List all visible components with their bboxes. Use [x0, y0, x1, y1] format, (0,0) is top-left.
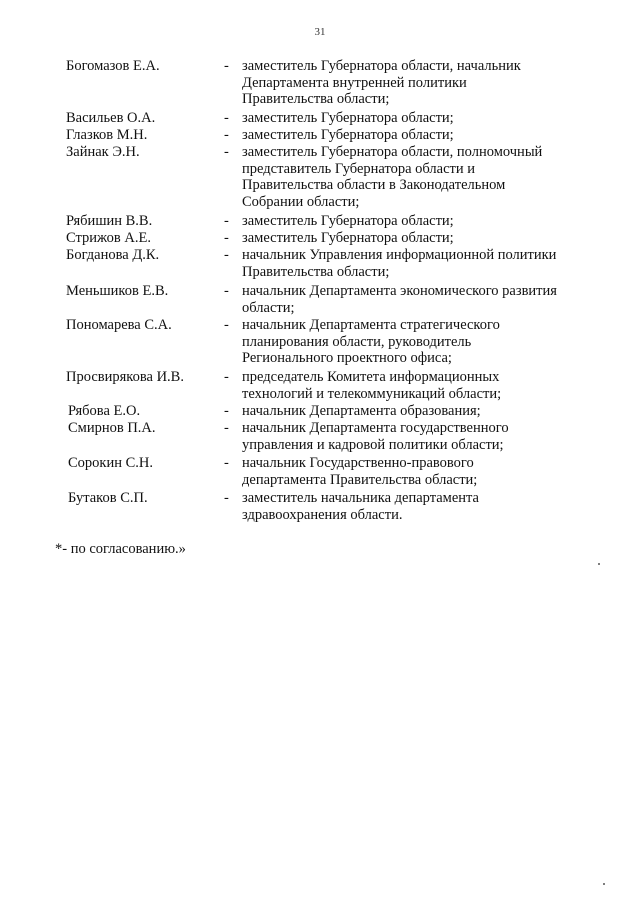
member-dash: - — [224, 490, 229, 506]
member-role — [242, 490, 582, 523]
member-role-line: здравоохранения области. — [242, 506, 403, 523]
member-role — [242, 403, 582, 420]
member-role-line: Правительства области в Законодательном — [242, 177, 506, 193]
member-name: Рябова Е.О. — [68, 403, 141, 419]
member-dash: - — [224, 420, 229, 436]
member-dash: - — [224, 247, 229, 263]
member-role-line: председатель Комитета информационных — [242, 369, 500, 385]
member-role-line: Собрании области; — [242, 193, 360, 210]
member-role-line: заместитель Губернатора области, начальник — [242, 58, 521, 74]
member-dash: - — [224, 369, 229, 385]
member-role-line: начальник Департамента стратегического — [242, 317, 500, 333]
member-dash: - — [224, 317, 229, 333]
member-role-line: заместитель Губернатора области; — [242, 127, 454, 143]
member-name: Стрижов А.Е. — [66, 230, 151, 246]
member-role-line: департамента Правительства области; — [242, 471, 478, 488]
member-role — [242, 420, 582, 453]
member-dash: - — [224, 127, 229, 143]
member-role — [242, 369, 582, 402]
member-role-line: области; — [242, 299, 295, 316]
member-name: Васильев О.А. — [66, 110, 156, 126]
member-dash: - — [224, 455, 229, 471]
member-role-line: начальник Департамента государственного — [242, 420, 509, 436]
member-name: Богомазов Е.А. — [66, 58, 160, 74]
member-role-line: заместитель Губернатора области; — [242, 230, 454, 246]
member-role-line: начальник Департамента экономического развития — [242, 283, 557, 299]
member-role — [242, 144, 582, 210]
member-dash: - — [224, 144, 229, 160]
scan-speck — [603, 883, 605, 885]
member-name: Пономарева С.А. — [66, 317, 172, 333]
member-role-line: управления и кадровой политики области; — [242, 436, 504, 453]
member-dash: - — [224, 283, 229, 299]
member-role-line: заместитель Губернатора области; — [242, 213, 454, 229]
member-role-line: Регионального проектного офиса; — [242, 350, 452, 366]
member-role — [242, 247, 582, 280]
member-name: Богданова Д.К. — [66, 247, 160, 263]
member-role-line: заместитель начальника департамента — [242, 490, 479, 506]
member-role-line: начальник Департамента образования; — [242, 403, 481, 419]
member-name: Сорокин С.Н. — [68, 455, 154, 471]
footnote: *- по согласованию.» — [55, 541, 186, 557]
member-dash: - — [224, 110, 229, 126]
member-name: Смирнов П.А. — [68, 420, 156, 436]
member-role-line: начальник Государственно-правового — [242, 455, 474, 471]
member-role — [242, 230, 582, 247]
member-role — [242, 110, 582, 127]
member-name: Меньшиков Е.В. — [66, 283, 169, 299]
member-role-line: начальник Управления информационной политики — [242, 247, 557, 263]
member-role — [242, 213, 582, 230]
member-dash: - — [224, 213, 229, 229]
member-role-line: заместитель Губернатора области, полномочный — [242, 144, 543, 160]
member-role — [242, 127, 582, 144]
scan-speck — [598, 563, 600, 565]
member-role-line: технологий и телекоммуникаций области; — [242, 385, 502, 402]
member-dash: - — [224, 58, 229, 74]
member-role-line: заместитель Губернатора области; — [242, 110, 454, 126]
member-role — [242, 283, 582, 316]
member-name: Глазков М.Н. — [66, 127, 148, 143]
member-name: Бутаков С.П. — [68, 490, 148, 506]
member-role — [242, 58, 582, 108]
member-role-line: Правительства области; — [242, 263, 390, 280]
page-number: 31 — [314, 26, 326, 38]
member-role-line: Департамента внутренней политики — [242, 74, 467, 91]
member-name: Зайнак Э.Н. — [66, 144, 140, 160]
member-name: Рябишин В.В. — [66, 213, 153, 229]
member-role-line: планирования области, руководитель — [242, 333, 472, 350]
member-dash: - — [224, 230, 229, 246]
member-role — [242, 455, 582, 488]
member-dash: - — [224, 403, 229, 419]
member-role-line: представитель Губернатора области и — [242, 160, 476, 177]
member-role-line: Правительства области; — [242, 91, 390, 107]
member-role — [242, 317, 582, 367]
member-name: Просвирякова И.В. — [66, 369, 184, 385]
